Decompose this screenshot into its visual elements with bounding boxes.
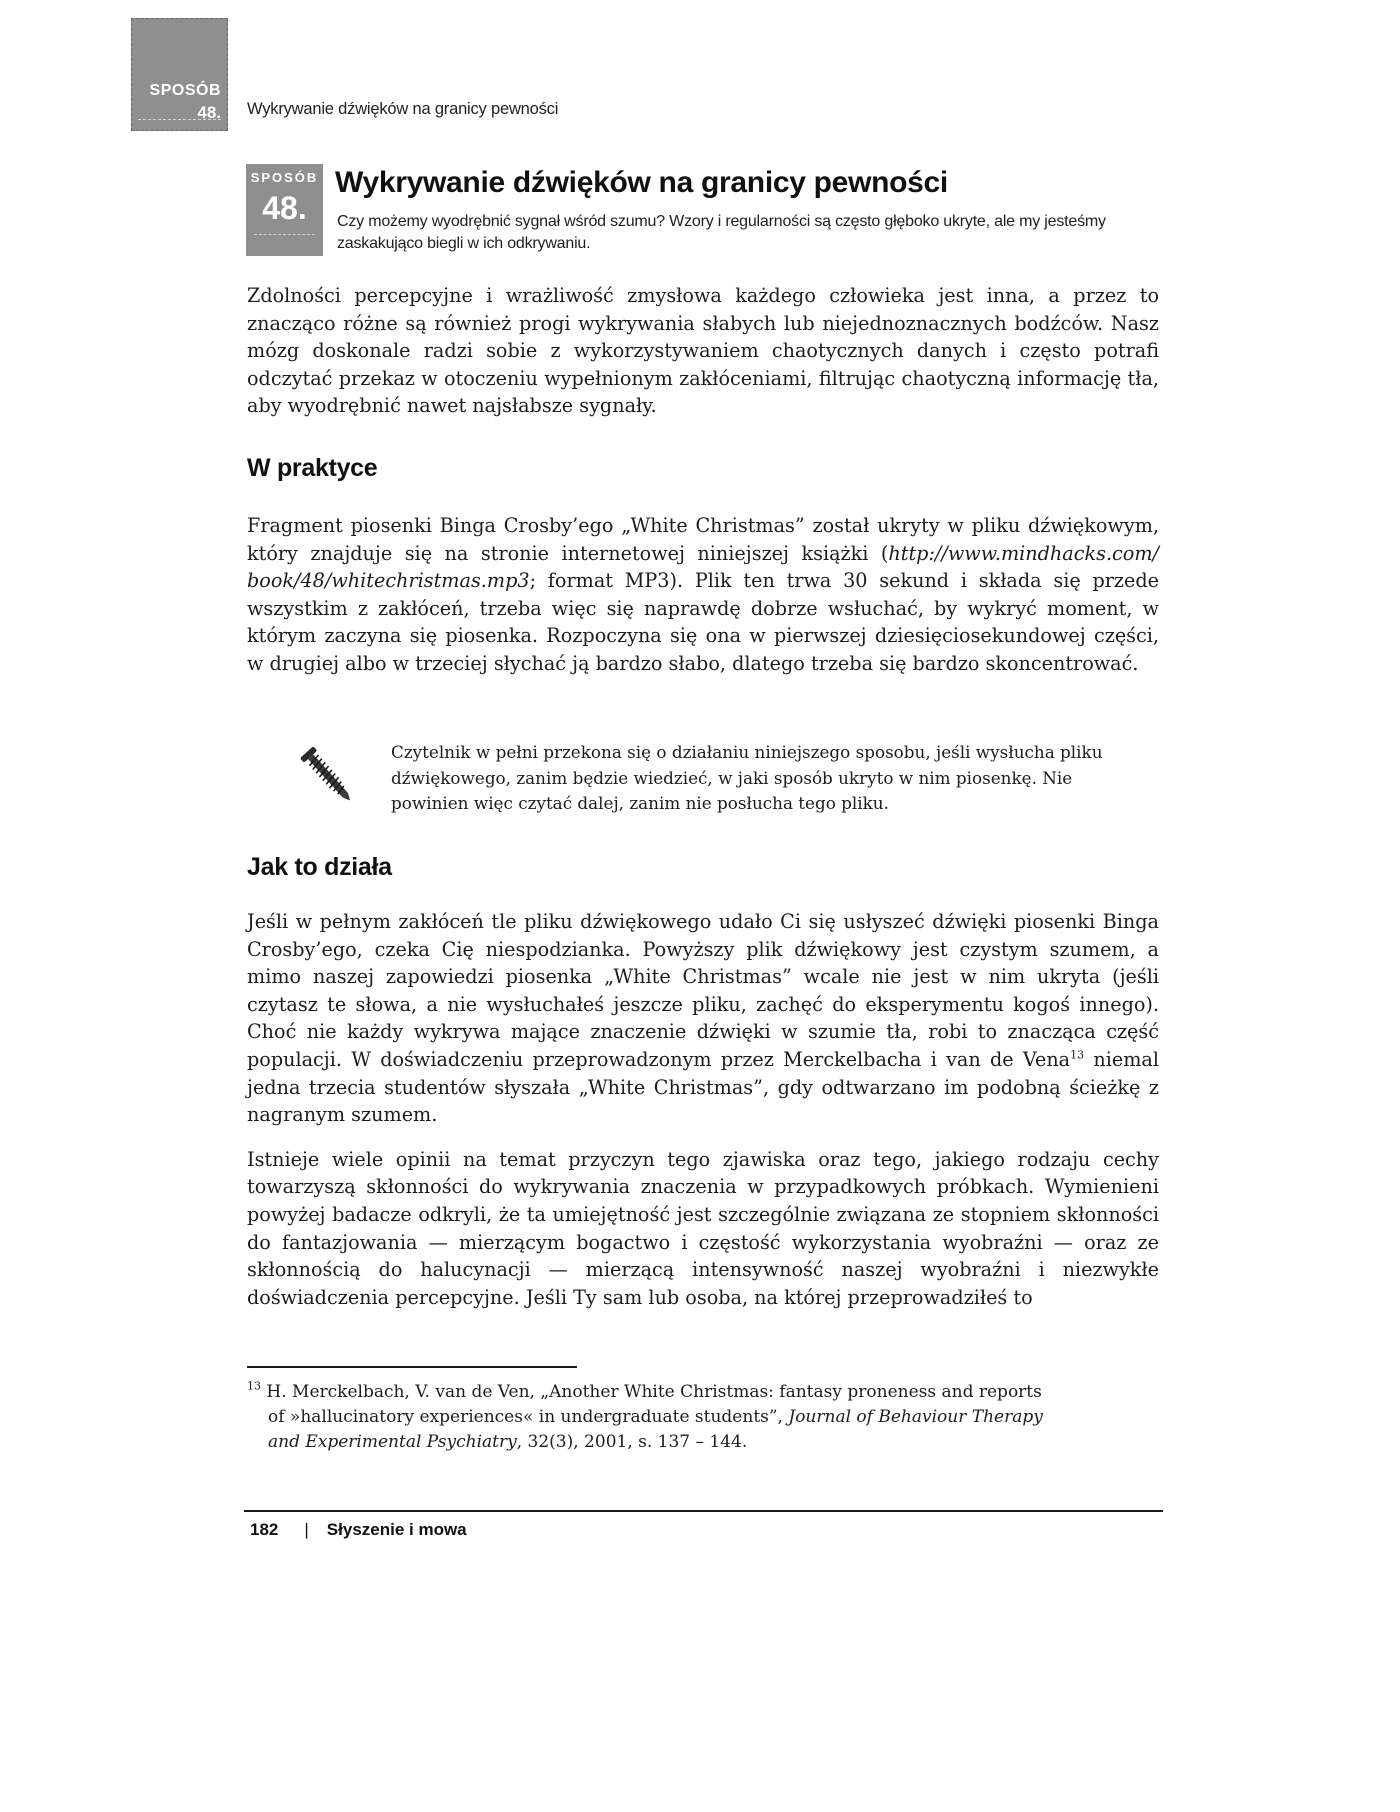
running-header-tab-number: 48. <box>197 103 221 122</box>
screw-icon <box>298 742 358 810</box>
footer-section-name: Słyszenie i mowa <box>326 1520 467 1539</box>
footnote-line-1: H. Merckelbach, V. van de Ven, „Another White Christmas: fantasy proneness and reports <box>261 1382 1042 1402</box>
practice-text-1: Fragment piosenki Binga Crosby’ego „White Christmas” został ukryty w pliku dźwiękowym, który znajduje się na stronie internetowej niniejszej książki ( <box>247 514 1159 565</box>
hack-number-tab <box>246 164 323 256</box>
footnote <box>247 1380 1127 1455</box>
hack-tab-number: 48. <box>262 190 307 226</box>
footnote-line-3-text: , 32(3), 2001, s. 137 – 144. <box>516 1432 748 1452</box>
footnote-journal-b: and Experimental Psychiatry <box>268 1432 517 1452</box>
page-number: 182 <box>250 1520 279 1539</box>
practice-paragraph <box>247 512 1159 678</box>
how-it-works-section <box>247 908 1159 1311</box>
mp3-link[interactable]: http://www.mindhacks.com/ book/48/whitechristmas.mp3 <box>247 541 1159 593</box>
running-header-tab-label: SPOSÓB <box>149 82 221 99</box>
how-it-works-paragraph-1 <box>247 908 1159 1129</box>
section-heading-practice: W praktyce <box>247 454 378 482</box>
section-heading-how-it-works: Jak to działa <box>247 853 392 881</box>
footnote-number: 13 <box>247 1379 261 1393</box>
footnote-line-3 <box>247 1430 1127 1455</box>
practice-section <box>247 512 1159 678</box>
footnote-journal-a: Journal of Behaviour Therapy <box>788 1407 1043 1427</box>
footnote-line-2 <box>247 1405 1127 1430</box>
how-it-works-paragraph-2: Istnieje wiele opinii na temat przyczyn tego zjawiska oraz tego, jakiego rodzaju cechy towarzyszą skłonności do wykrywania znaczenia w przypadkowych próbkach. Wymienieni powyżej badacze odkryli, że ta umiejętność jest szczególnie związana ze stopniem skłonności do fantazjowania — mierzącym bogactwo i częstość wykorzystania wyobraźni — oraz ze skłonnością do halucynacji — mierzącą intensywność naszej wyobraźni i niezwykłe doświadczenia percepcyjne. Jeśli Ty sam lub osoba, na której przeprowadziłeś to <box>247 1147 1159 1309</box>
hack-tab-label: SPOSÓB <box>250 170 319 185</box>
footer-separator: | <box>304 1520 309 1539</box>
footnote-line-2-text: of »hallucinatory experiences« in undergraduate students”, <box>268 1407 789 1427</box>
hack-subtitle: Czy możemy wyodrębnić sygnał wśród szumu? Wzory i regularności są często głęboko ukryte, ale my jesteśmy zaskakująco biegli w ich odkrywaniu. <box>337 213 1106 252</box>
running-header-tab <box>131 18 228 131</box>
tab-dashed-divider <box>138 119 221 120</box>
intro-section <box>247 282 1159 420</box>
footnote-rule <box>247 1366 577 1368</box>
page-footer <box>250 1520 467 1540</box>
how-text-2: niemal jedna trzecia studentów słyszała „White Christmas”, gdy odtwarzano im podobną ścieżkę z nagranym szumem. <box>247 1047 1159 1127</box>
intro-paragraph: Zdolności percepcyjne i wrażliwość zmysłowa każdego człowieka jest inna, a przez to znacząco różne są również progi wykrywania słabych lub niejednoznacznych bodźców. Nasz mózg doskonale radzi sobie z wykorzystywaniem chaotycznych danych i często potrafi odczytać przekaz w otoczeniu wypełnionym zakłóceniami, filtrując chaotyczną informację tła, aby wyodrębnić nawet najsłabsze sygnały. <box>247 284 1159 418</box>
note-text: Czytelnik w pełni przekona się o działaniu niniejszego sposobu, jeśli wysłucha pliku dźwiękowego, zanim będzie wiedzieć, w jaki sposób ukryto w nim piosenkę. Nie powinien więc czytać dalej, zanim nie posłucha tego pliku. <box>391 742 1103 813</box>
footer-rule <box>244 1510 1163 1512</box>
hack-title: Wykrywanie dźwięków na granicy pewności <box>335 166 948 199</box>
running-header-title: Wykrywanie dźwięków na granicy pewności <box>247 100 559 118</box>
how-text-1: Jeśli w pełnym zakłóceń tle pliku dźwiękowego udało Ci się usłyszeć dźwięki piosenki Binga Crosby’ego, czeka Cię niespodzianka. Powyższy plik dźwiękowy jest czystym szumem, a mimo naszej zapowiedzi piosenka „White Christmas” wcale nie jest w nim ukryta (jeśli czytasz te słowa, a nie wysłuchałeś jeszcze pliku, zachęć do eksperymentu kogoś innego). Choć nie każdy wykrywa mające znaczenie dźwięki w szumie tła, robi to znacząca część populacji. W doświadczeniu przeprowadzonym przez Merckelbacha i van de Vena <box>247 910 1159 1071</box>
practice-text-2: ; format MP3). Plik ten trwa 30 sekund i składa się przede wszystkim z zakłóceń, trzeba więc się naprawdę dobrze wsłuchać, by wykryć moment, w którym zaczyna się piosenka. Rozpoczyna się ona w pierwszej dziesięciosekundowej części, w drugiej albo w trzeciej słychać ją bardzo słabo, dlatego trzeba się bardzo skoncentrować. <box>247 569 1159 675</box>
footnote-reference[interactable]: 13 <box>1070 1048 1085 1062</box>
tab-dashed-divider <box>254 234 315 235</box>
